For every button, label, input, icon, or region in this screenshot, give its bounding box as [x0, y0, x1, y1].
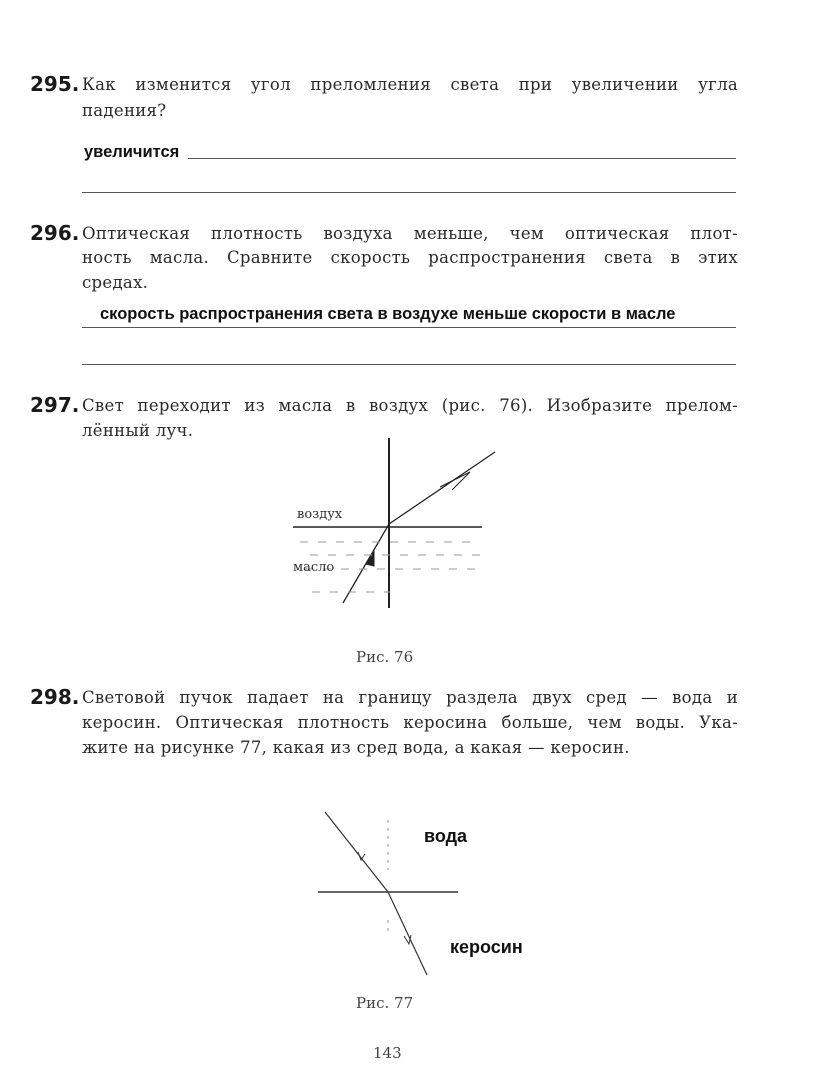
task-297-text-2: лённый луч.: [82, 421, 194, 440]
incident-ray: [325, 812, 388, 892]
task-298-text-3: жите на рисунке 77, какая из сред вода, а какая — керосин.: [82, 738, 630, 757]
arrow-icon: [404, 935, 411, 944]
task-number-298: 298.: [30, 685, 80, 709]
task-296-text-2: ность масла. Сравните скорость распространения света в этих: [82, 248, 738, 267]
task-297-text-1: Свет переходит из масла в воздух (рис. 76). Изобразите прелом-: [82, 396, 738, 415]
task-298-text-1: Световой пучок падает на границу раздела двух сред — вода и: [82, 688, 738, 707]
refracted-ray: [389, 452, 495, 524]
task-296-text-3: средах.: [82, 273, 149, 292]
refracted-ray: [388, 892, 427, 975]
label-kerosene: керосин: [450, 937, 523, 957]
arrow-icon: [358, 852, 365, 860]
task-number-296: 296.: [30, 221, 80, 245]
task-298-text-2: керосин. Оптическая плотность керосина больше, чем воды. Ука-: [82, 713, 738, 732]
task-number-297: 297.: [30, 393, 80, 417]
label-water: вода: [424, 826, 468, 846]
task-295-text-2: падения?: [82, 101, 167, 120]
task-296-text-1: Оптическая плотность воздуха меньше, чем оптическая плот-: [82, 224, 738, 243]
label-air: воздух: [297, 507, 343, 522]
task-number-295: 295.: [30, 72, 80, 96]
page-number: 143: [373, 1044, 402, 1062]
figure-76-caption: Рис. 76: [356, 648, 414, 666]
label-oil: масло: [293, 560, 335, 575]
task-296-answer[interactable]: скорость распространения света в воздухе меньше скорости в масле: [100, 305, 676, 323]
arrow-icon: [366, 552, 374, 566]
arrow-icon: [440, 472, 470, 490]
task-295-answer[interactable]: увеличится: [84, 143, 180, 161]
figure-77-caption: Рис. 77: [356, 994, 414, 1012]
task-295-text-1: Как изменится угол преломления света при увеличении угла: [82, 75, 738, 94]
figure-76: [293, 438, 495, 608]
